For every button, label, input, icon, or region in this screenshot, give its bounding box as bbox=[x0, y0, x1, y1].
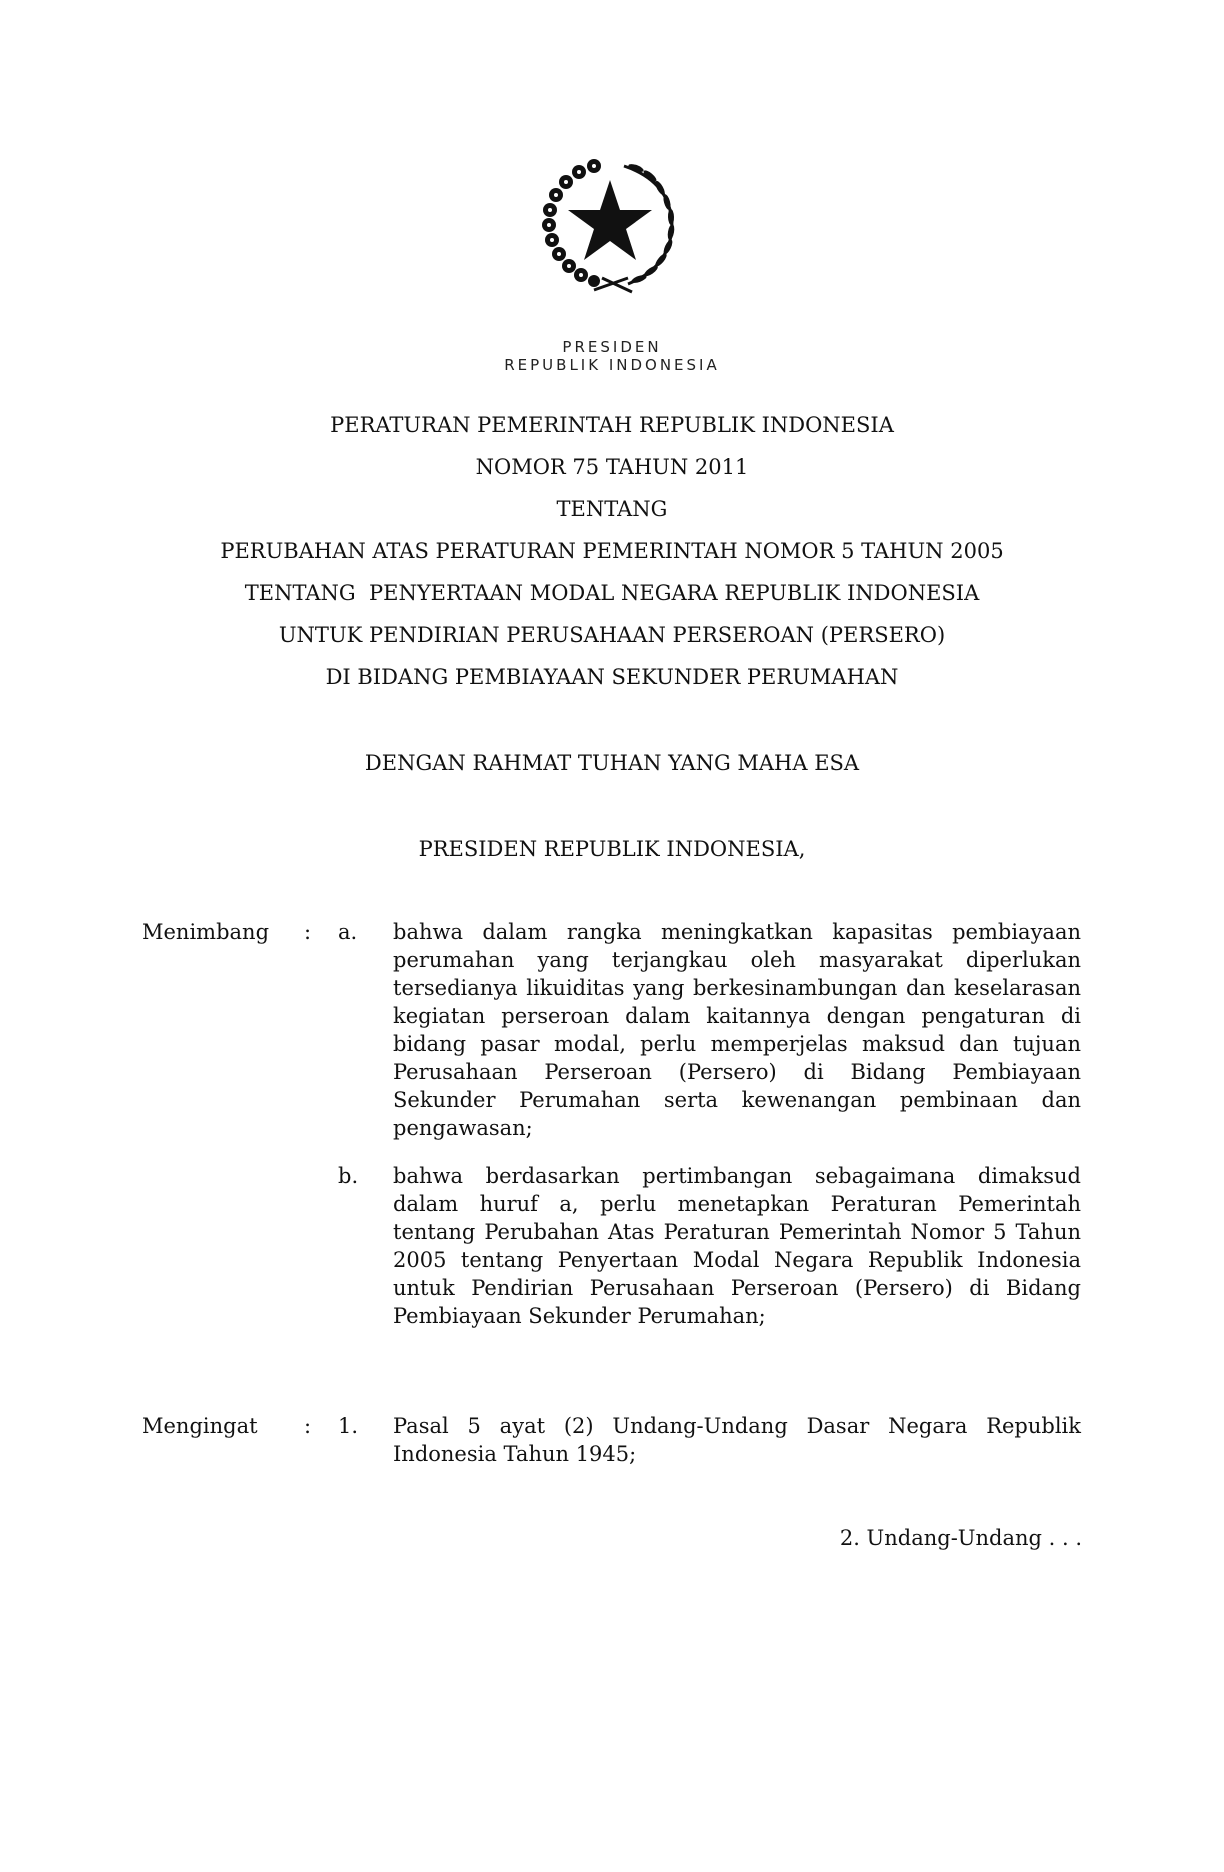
menimbang-colon: : bbox=[304, 920, 312, 944]
menimbang-label: Menimbang bbox=[142, 920, 270, 944]
mengingat-item-1-marker: 1. bbox=[338, 1414, 359, 1438]
regulation-subject-3: UNTUK PENDIRIAN PERUSAHAAN PERSEROAN (PERSERO) bbox=[278, 623, 946, 647]
regulation-number: NOMOR 75 TAHUN 2011 bbox=[475, 455, 749, 479]
regulation-subject-2: TENTANG PENYERTAAN MODAL NEGARA REPUBLIK INDONESIA bbox=[244, 581, 980, 605]
menimbang-item-a-marker: a. bbox=[338, 920, 358, 944]
issuer: PRESIDEN REPUBLIK INDONESIA, bbox=[418, 837, 806, 861]
menimbang-item-b-marker: b. bbox=[338, 1164, 359, 1188]
mengingat-item-1-text: Pasal 5 ayat (2) Undang-Undang Dasar Negara Republik Indonesia Tahun 1945; bbox=[393, 1414, 1081, 1466]
regulation-subject-1: PERUBAHAN ATAS PERATURAN PEMERINTAH NOMOR 5 TAHUN 2005 bbox=[220, 539, 1004, 563]
regulation-about: TENTANG bbox=[556, 497, 668, 521]
mengingat-label: Mengingat bbox=[142, 1414, 258, 1438]
menimbang-item-a-text: bahwa dalam rangka meningkatkan kapasitas pembiayaan perumahan yang terjangkau oleh masyarakat diperlukan tersedianya likuiditas yang berkesinambungan dan keselarasan kegiatan perseroan dalam kaitannya dengan pengaturan di bidang pasar modal, perlu memperjelas maksud dan tujuan Perusahaan Perseroan (Persero) di Bidang Pembiayaan Sekunder Perumahan serta kewenangan pembinaan dan pengawasan; bbox=[393, 920, 1081, 1140]
letterhead-line-1: PRESIDEN bbox=[562, 338, 662, 356]
regulation-subject-4: DI BIDANG PEMBIAYAAN SEKUNDER PERUMAHAN bbox=[325, 665, 899, 689]
invocation: DENGAN RAHMAT TUHAN YANG MAHA ESA bbox=[364, 751, 860, 775]
mengingat-colon: : bbox=[304, 1414, 312, 1438]
page-continuation: 2. Undang-Undang . . . bbox=[839, 1526, 1082, 1550]
presidential-seal-icon bbox=[532, 152, 688, 302]
menimbang-item-b-text: bahwa berdasarkan pertimbangan sebagaimana dimaksud dalam huruf a, perlu menetapkan Peraturan Pemerintah tentang Perubahan Atas Peraturan Pemerintah Nomor 5 Tahun 2005 tentang Penyertaan Modal Negara Republik Indonesia untuk Pendirian Perusahaan Perseroan (Persero) di Bidang Pembiayaan Sekunder Perumahan; bbox=[393, 1164, 1081, 1328]
letterhead-line-2: REPUBLIK INDONESIA bbox=[504, 356, 720, 374]
regulation-type: PERATURAN PEMERINTAH REPUBLIK INDONESIA bbox=[330, 413, 894, 437]
